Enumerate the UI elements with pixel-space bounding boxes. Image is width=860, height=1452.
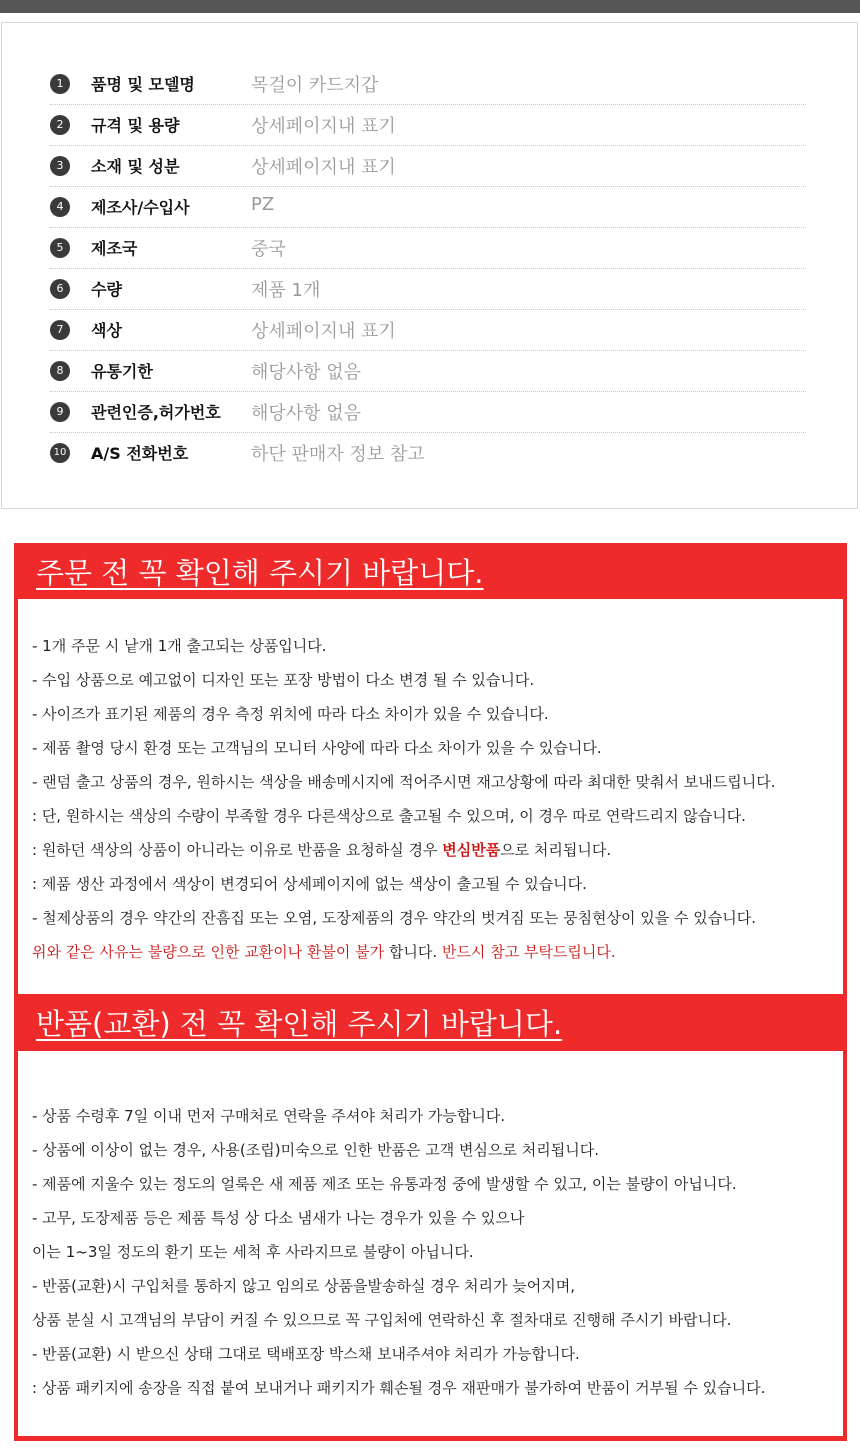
notice-line: - 상품에 이상이 없는 경우, 사용(조립)미숙으로 인한 반품은 고객 변심으로 처리됩니다. (32, 1141, 599, 1159)
warning-text: 반드시 참고 부탁드립니다. (441, 943, 616, 961)
row-number-badge: 5 (50, 238, 70, 258)
notice-line: 이는 1~3일 정도의 환기 또는 세척 후 사라지므로 불량이 아닙니다. (32, 1243, 474, 1261)
notice-text: 합니다. (384, 943, 442, 961)
notice-line: 상품 분실 시 고객님의 부담이 커질 수 있으므로 꼭 구입처에 연락하신 후 절차대로 진행해 주시기 바랍니다. (32, 1311, 732, 1329)
info-label: A/S 전화번호 (91, 444, 189, 463)
info-label: 품명 및 모델명 (91, 75, 195, 94)
row-number-badge: 8 (50, 361, 70, 381)
info-row (50, 227, 806, 269)
info-row (50, 104, 806, 146)
notice-line: - 제품 촬영 당시 환경 또는 고객님의 모니터 사양에 따라 다소 차이가 있을 수 있습니다. (32, 739, 602, 757)
info-value: 상세페이지내 표기 (251, 116, 396, 137)
info-label: 소재 및 성분 (91, 157, 180, 176)
product-info-table (1, 22, 858, 509)
info-value: 목걸이 카드지갑 (251, 75, 379, 96)
notice-line (32, 839, 611, 860)
notice-line: : 제품 생산 과정에서 색상이 변경되어 상세페이지에 없는 색상이 출고될 수 있습니다. (32, 875, 587, 893)
row-number-badge: 1 (50, 74, 70, 94)
info-value: 해당사항 없음 (251, 362, 362, 383)
info-value: 해당사항 없음 (251, 403, 362, 424)
info-row (50, 432, 806, 473)
info-row (50, 268, 806, 310)
info-value: 제품 1개 (251, 280, 321, 301)
info-label: 규격 및 용량 (91, 116, 180, 135)
warning-line (32, 941, 616, 962)
notice-section (14, 543, 847, 1441)
order-notice-title: 주문 전 꼭 확인해 주시기 바랍니다. (36, 556, 484, 590)
info-label: 관련인증,허가번호 (91, 403, 221, 422)
info-value: PZ (251, 194, 275, 215)
notice-text: : 원하던 색상의 상품이 아니라는 이유로 반품을 요청하실 경우 (32, 841, 443, 859)
return-notice-title: 반품(교환) 전 꼭 확인해 주시기 바랍니다. (36, 1007, 563, 1041)
notice-line: - 반품(교환) 시 받으신 상태 그대로 택배포장 박스채 보내주셔야 처리가 가능합니다. (32, 1345, 580, 1363)
info-row (50, 186, 806, 228)
notice-line: - 고무, 도장제품 등은 제품 특성 상 다소 냄새가 나는 경우가 있을 수 있으나 (32, 1209, 525, 1227)
info-row (50, 309, 806, 351)
highlight-text: 변심반품 (442, 841, 501, 859)
row-number-badge: 4 (50, 197, 70, 217)
info-row (50, 391, 806, 433)
notice-line: - 1개 주문 시 낱개 1개 출고되는 상품입니다. (32, 637, 327, 655)
notice-line: - 반품(교환)시 구입처를 통하지 않고 임의로 상품을발송하실 경우 처리가 늦어지며, (32, 1277, 575, 1295)
info-label: 제조사/수입사 (91, 198, 190, 217)
notice-line: - 수입 상품으로 예고없이 디자인 또는 포장 방법이 다소 변경 될 수 있습니다. (32, 671, 535, 689)
row-number-badge: 7 (50, 320, 70, 340)
info-value: 중국 (251, 239, 286, 260)
notice-text: 으로 처리됩니다. (500, 841, 612, 859)
notice-line: - 상품 수령후 7일 이내 먼저 구매처로 연락을 주셔야 처리가 가능합니다. (32, 1107, 506, 1125)
info-value: 상세페이지내 표기 (251, 321, 396, 342)
info-label: 수량 (91, 280, 122, 299)
warning-text: 위와 같은 사유는 불량으로 인한 교환이나 환불이 불가 (32, 943, 385, 961)
info-label: 제조국 (91, 239, 138, 258)
notice-line: : 상품 패키지에 송장을 직접 붙여 보내거나 패키지가 훼손될 경우 재판매가 불가하여 반품이 거부될 수 있습니다. (32, 1379, 766, 1397)
row-number-badge: 10 (50, 443, 70, 463)
return-notice-panel (18, 1051, 843, 1436)
row-number-badge: 2 (50, 115, 70, 135)
info-label: 색상 (91, 321, 122, 340)
info-row (50, 145, 806, 187)
info-value: 하단 판매자 정보 참고 (251, 444, 425, 465)
notice-line: : 단, 원하시는 색상의 수량이 부족할 경우 다른색상으로 출고될 수 있으며, 이 경우 따로 연락드리지 않습니다. (32, 807, 746, 825)
notice-line: - 랜덤 출고 상품의 경우, 원하시는 색상을 배송메시지에 적어주시면 재고상황에 따라 최대한 맞춰서 보내드립니다. (32, 773, 776, 791)
info-value: 상세페이지내 표기 (251, 157, 396, 178)
notice-line: - 철제상품의 경우 약간의 잔흠집 또는 오염, 도장제품의 경우 약간의 벗겨짐 또는 뭉침현상이 있을 수 있습니다. (32, 909, 757, 927)
row-number-badge: 3 (50, 156, 70, 176)
notice-line: - 사이즈가 표기된 제품의 경우 측정 위치에 따라 다소 차이가 있을 수 있습니다. (32, 705, 549, 723)
order-notice-panel (18, 599, 843, 994)
info-label: 유통기한 (91, 362, 153, 381)
row-number-badge: 9 (50, 402, 70, 422)
info-row (50, 350, 806, 392)
row-number-badge: 6 (50, 279, 70, 299)
info-row (50, 63, 806, 105)
notice-line: - 제품에 지울수 있는 정도의 얼룩은 새 제품 제조 또는 유통과정 중에 발생할 수 있고, 이는 불량이 아닙니다. (32, 1175, 737, 1193)
top-header-bar (0, 0, 860, 13)
